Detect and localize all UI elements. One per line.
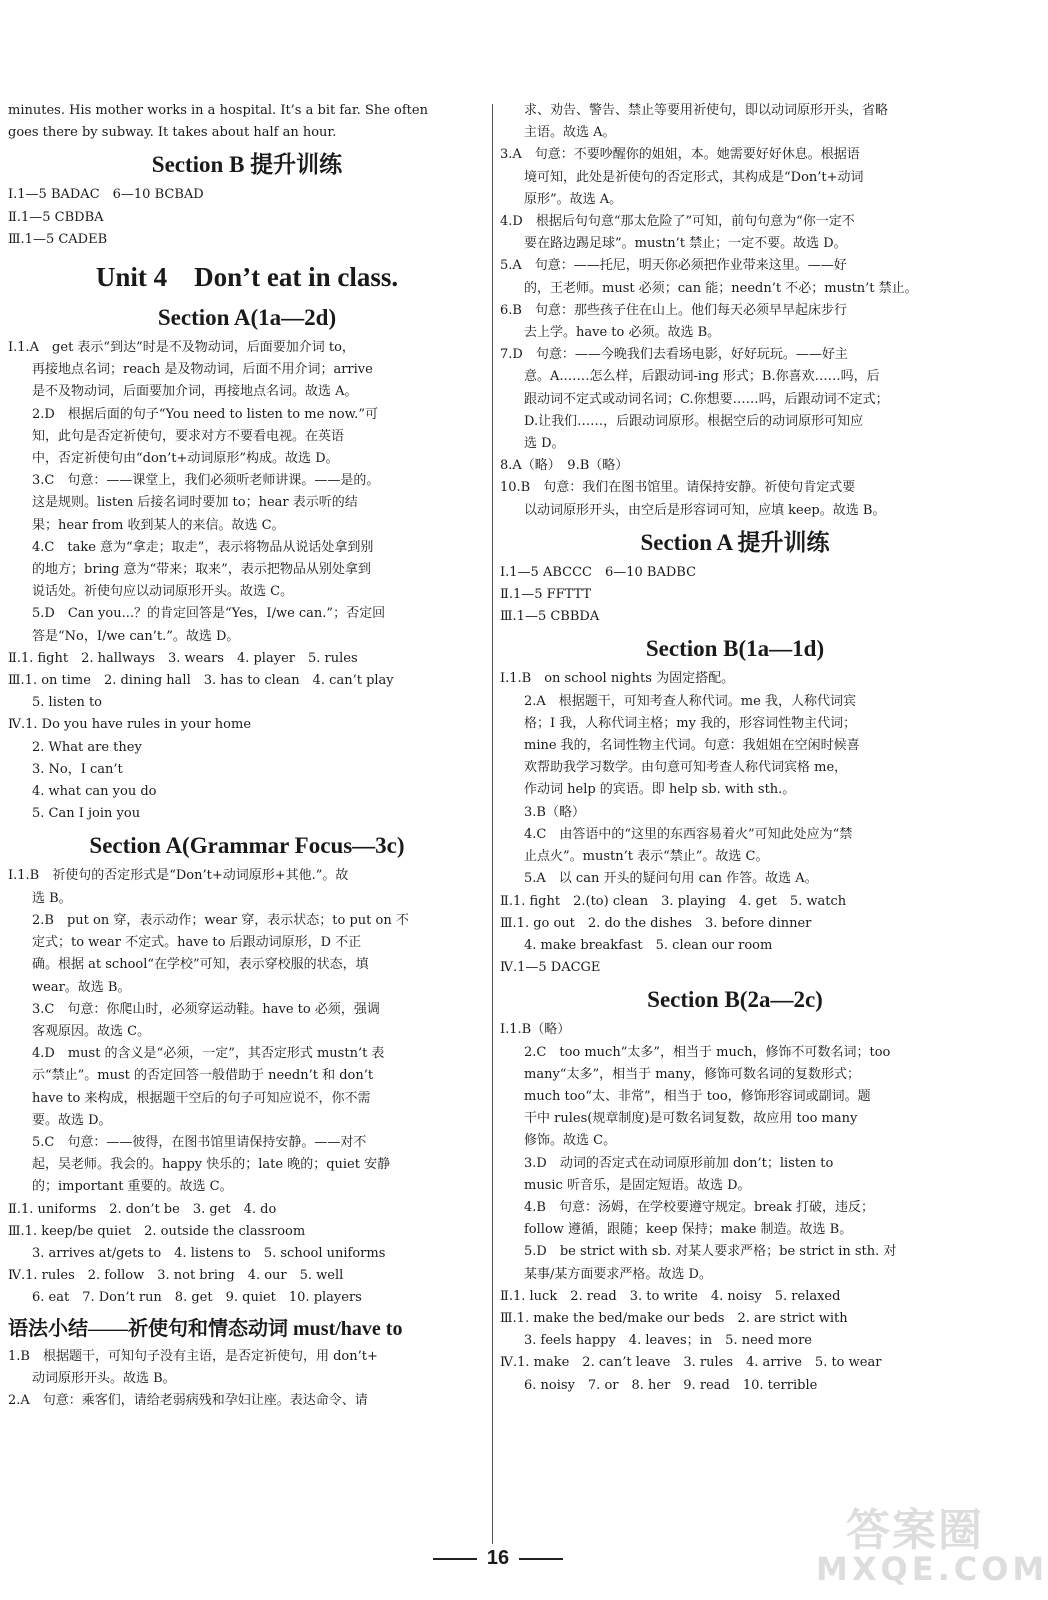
answer-line: have to 来构成，根据题干空后的句子可知应说不，你不需 <box>32 1090 371 1106</box>
answer-line: 客观原因。故选 C。 <box>32 1023 151 1039</box>
answer-line: 4.D 根据后句句意“那太危险了”可知，前句句意为“你一定不 <box>500 214 855 230</box>
answer-line: 要在路边踢足球”。mustn’t 禁止；一定不要。故选 D。 <box>524 236 847 252</box>
answer-line: many“太多”，相当于 many，修饰可数名词的复数形式； <box>524 1066 861 1082</box>
answer-line: 知，此句是否定祈使句，要求对方不要看电视。在英语 <box>32 428 345 444</box>
answer-line: 2.D 根据后面的句子“You need to listen to me now.”可 <box>32 406 378 422</box>
answer-line: 3.C 句意：你爬山时，必须穿运动鞋。have to 必须，强调 <box>32 1001 380 1017</box>
answer-line: 6. noisy 7. or 8. her 9. read 10. terrible <box>524 1377 818 1393</box>
answer-line: Ⅱ.1. fight 2.(to) clean 3. playing 4. get 5. watch <box>500 893 847 909</box>
answer-line: 6.B 句意：那些孩子住在山上。他们每天必须早早起床步行 <box>500 302 847 318</box>
answer-line: 6. eat 7. Don’t run 8. get 9. quiet 10. players <box>32 1290 362 1306</box>
answer-line: Ⅰ.1.B on school nights 为固定搭配。 <box>500 671 735 687</box>
answer-line: 原形”。故选 A。 <box>524 191 623 207</box>
answer-line: Ⅲ.1. make the bed/make our beds 2. are strict with <box>500 1310 848 1326</box>
answer-line: Ⅳ.1—5 DACGE <box>500 960 601 976</box>
answer-line: 欢帮助我学习数学。由句意可知考查人称代词宾格 me， <box>524 760 848 776</box>
answer-line: 2. What are they <box>32 739 142 755</box>
answer-line: 中，否定祈使句由“don’t+动词原形”构成。故选 D。 <box>32 451 339 467</box>
left-column <box>8 100 486 1412</box>
answer-line: 3.D 动词的否定式在动词原形前加 don’t；listen to <box>524 1155 834 1171</box>
answer-line: follow 遵循，跟随；keep 保持；make 制造。故选 B。 <box>524 1222 853 1238</box>
answer-line: 5.D be strict with sb. 对某人要求严格；be strict in sth. 对 <box>524 1244 897 1260</box>
answer-line: Ⅲ.1—5 CBBDA <box>500 609 600 625</box>
answer-line: 3. No，I can’t <box>32 761 123 777</box>
answer-line: music 听音乐，是固定短语。故选 D。 <box>524 1177 751 1193</box>
column-divider <box>492 104 493 1544</box>
answer-line: Ⅱ.1. luck 2. read 3. to write 4. noisy 5. relaxed <box>500 1288 841 1304</box>
answer-line: Ⅱ.1. uniforms 2. don’t be 3. get 4. do <box>8 1201 277 1217</box>
answer-line: Ⅳ.1. make 2. can’t leave 3. rules 4. arrive 5. to wear <box>500 1355 882 1371</box>
answer-line: 3.B（略） <box>524 804 585 820</box>
answer-line: 5. Can I join you <box>32 806 141 822</box>
answer-line: 要。故选 D。 <box>32 1112 112 1128</box>
watermark-url: MXQE.COM <box>816 1550 1048 1588</box>
answer-line: D.让我们……，后跟动词原形。根据空后的动词原形可知应 <box>524 413 864 429</box>
answer-line: 5.C 句意：——彼得，在图书馆里请保持安静。——对不 <box>32 1134 367 1150</box>
answer-line: 起，吴老师。我会的。happy 快乐的；late 晚的；quiet 安静 <box>32 1157 391 1173</box>
answer-line: 8.A（略） 9.B（略） <box>500 458 629 474</box>
answer-line: 选 D。 <box>524 436 565 452</box>
answer-line: 示“禁止”。must 的否定回答一般借助于 needn’t 和 don’t <box>32 1068 374 1084</box>
answer-line: 答是“No，I/we can’t.”。故选 D。 <box>32 628 240 644</box>
answer-line: 3.A 句意：不要吵醒你的姐姐，本。她需要好好休息。根据语 <box>500 147 860 163</box>
answer-line: Ⅲ.1—5 CADEB <box>8 231 108 247</box>
section-heading: Section A(Grammar Focus—3c) <box>89 833 405 859</box>
answer-line: 格；I 我，人称代词主格；my 我的，形容词性物主代词； <box>524 715 857 731</box>
answer-line: 10.B 句意：我们在图书馆里。请保持安静。祈使句肯定式要 <box>500 480 856 496</box>
answer-line: 3.C 句意：——课堂上，我们必须听老师讲课。——是的。 <box>32 473 380 489</box>
answer-line: Ⅰ.1.A get 表示“到达”时是不及物动词，后面要加介词 to， <box>8 340 355 356</box>
answer-line: 定式；to wear 不定式。have to 后跟动词原形，D 不正 <box>32 935 362 951</box>
answer-line: 5. listen to <box>32 695 102 711</box>
answer-line: Ⅳ.1. rules 2. follow 3. not bring 4. our 5. well <box>8 1268 344 1284</box>
answer-line: Ⅳ.1. Do you have rules in your home <box>8 717 252 733</box>
answer-line: 境可知，此处是祈使句的否定形式，其构成是“Don’t+动词 <box>524 169 864 185</box>
page-number-rule <box>433 1558 477 1560</box>
page-number-text: 16 <box>486 1547 510 1569</box>
answer-line: Ⅰ.1.B 祈使句的否定形式是“Don’t+动词原形+其他.”。故 <box>8 868 349 884</box>
answer-line: 2.A 句意：乘客们，请给老弱病残和孕妇让座。表达命令、请 <box>8 1392 368 1408</box>
answer-line: 修饰。故选 C。 <box>524 1133 617 1149</box>
section-heading: Section A 提升训练 <box>640 529 830 555</box>
answer-line: Ⅱ.1—5 CBDBA <box>8 209 104 225</box>
answer-line: 选 B。 <box>32 890 72 906</box>
section-heading: Section B 提升训练 <box>151 152 343 178</box>
answer-line: 再接地点名词；reach 是及物动词，后面不用介词；arrive <box>32 362 373 378</box>
answer-line: 3. feels happy 4. leaves；in 5. need more <box>524 1333 812 1349</box>
answer-line: 果；hear from 收到某人的来信。故选 C。 <box>32 517 285 533</box>
answer-line: 确。根据 at school“在学校”可知，表示穿校服的状态，填 <box>32 957 369 973</box>
answer-line: 这是规则。listen 后接名词时要加 to；hear 表示听的结 <box>32 495 358 511</box>
answer-line: 4.D must 的含义是“必须，一定”，其否定形式 mustn’t 表 <box>32 1046 385 1062</box>
answer-line: Ⅰ.1.B（略） <box>500 1022 571 1038</box>
answer-line: 作动词 help 的宾语。即 help sb. with sth.。 <box>524 782 796 798</box>
answer-line: wear。故选 B。 <box>32 979 131 995</box>
page-number-rule <box>519 1558 563 1560</box>
answer-line: Ⅰ.1—5 BADAC 6—10 BCBAD <box>8 187 204 203</box>
answer-line: 干中 rules(规章制度)是可数名词复数，故应用 too many <box>524 1111 858 1127</box>
unit-title: Unit 4 Don’t eat in class. <box>95 262 399 293</box>
answer-line: Ⅲ.1. keep/be quiet 2. outside the classroom <box>8 1223 306 1239</box>
answer-line: 4.C take 意为“拿走；取走”，表示将物品从说话处拿到别 <box>32 539 374 555</box>
answer-line: 4. what can you do <box>32 784 157 800</box>
answer-line: 7.D 句意：——今晚我们去看场电影，好好玩玩。——好主 <box>500 347 848 363</box>
section-heading: Section B(2a—2c) <box>647 987 823 1013</box>
answer-line: 的；important 重要的。故选 C。 <box>32 1179 233 1195</box>
answer-line: 某事/某方面要求严格。故选 D。 <box>524 1266 712 1282</box>
answer-line: 4. make breakfast 5. clean our room <box>524 937 773 953</box>
answer-line: 2.B put on 穿，表示动作；wear 穿，表示状态；to put on 不 <box>32 912 409 928</box>
answer-line: Ⅰ.1—5 ABCCC 6—10 BADBC <box>500 564 697 580</box>
grammar-summary-heading: 语法小结——祈使句和情态动词 must/have to <box>8 1317 403 1340</box>
answer-line: 4.B 句意：汤姆，在学校要遵守规定。break 打破，违反； <box>524 1199 874 1215</box>
answer-line: 动词原形开头。故选 B。 <box>32 1370 176 1386</box>
answer-line: Ⅲ.1. on time 2. dining hall 3. has to clean 4. can’t play <box>8 673 394 689</box>
text-line: minutes. His mother works in a hospital. It’s a bit far. She often <box>8 103 428 118</box>
answer-line: 止点火”。mustn’t 表示“禁止”。故选 C。 <box>524 849 769 865</box>
answer-line: 意。A.……怎么样，后跟动词-ing 形式；B.你喜欢……吗，后 <box>524 369 880 385</box>
answer-line: much too“太、非常”，相当于 too，修饰形容词或副词。题 <box>524 1088 871 1104</box>
answer-line: 3. arrives at/gets to 4. listens to 5. school uniforms <box>32 1245 386 1261</box>
answer-line: 5.A 以 can 开头的疑问句用 can 作答。故选 A。 <box>524 871 818 887</box>
section-heading: Section B(1a—1d) <box>645 636 825 662</box>
text-line: goes there by subway. It takes about half an hour. <box>8 125 337 141</box>
answer-line: 是不及物动词，后面要加介词，再接地点名词。故选 A。 <box>32 384 358 400</box>
watermark-text: 答案圈 <box>846 1505 984 1556</box>
answer-line: 2.A 根据题干，可知考查人称代词。me 我，人称代词宾 <box>524 693 856 709</box>
answer-line: 主语。故选 A。 <box>524 125 616 141</box>
answer-line: 去上学。have to 必须。故选 B。 <box>524 325 721 341</box>
answer-line: Ⅱ.1. fight 2. hallways 3. wears 4. player 5. rules <box>8 650 358 666</box>
answer-line: 1.B 根据题干，可知句子没有主语，是否定祈使句，用 don’t+ <box>8 1348 378 1364</box>
answer-line: 求、劝告、警告、禁止等要用祈使句，即以动词原形开头，省略 <box>524 103 889 118</box>
answer-line: 5.A 句意：——托尼，明天你必须把作业带来这里。——好 <box>500 258 847 274</box>
answer-line: Ⅱ.1—5 FFTTT <box>500 587 592 603</box>
right-column <box>500 100 970 1397</box>
answer-line: 的地方；bring 意为“带来；取来”，表示把物品从别处拿到 <box>32 562 371 578</box>
answer-line: 5.D Can you...？的肯定回答是“Yes，I/we can.”；否定回 <box>32 606 386 622</box>
answer-line: 以动词原形开头，由空后是形容词可知，应填 keep。故选 B。 <box>524 502 886 518</box>
answer-line: 4.C 由答语中的“这里的东西容易着火”可知此处应为“禁 <box>524 826 853 842</box>
section-heading: Section A(1a—2d) <box>157 305 337 331</box>
watermark-logo <box>806 1490 1048 1594</box>
answer-line: 说话处。祈使句应以动词原形开头。故选 C。 <box>32 584 294 600</box>
answer-line: Ⅲ.1. go out 2. do the dishes 3. before dinner <box>500 915 812 931</box>
answer-line: 跟动词不定式或动词名词；C.你想要……吗，后跟动词不定式； <box>524 391 889 407</box>
answer-line: mine 我的，名词性物主代词。句意：我姐姐在空闲时候喜 <box>524 738 860 754</box>
answer-line: 的，王老师。must 必须；can 能；needn’t 不必；mustn’t 禁止。 <box>524 280 918 296</box>
answer-line: 2.C too much“太多”，相当于 much，修饰不可数名词；too <box>524 1044 891 1060</box>
